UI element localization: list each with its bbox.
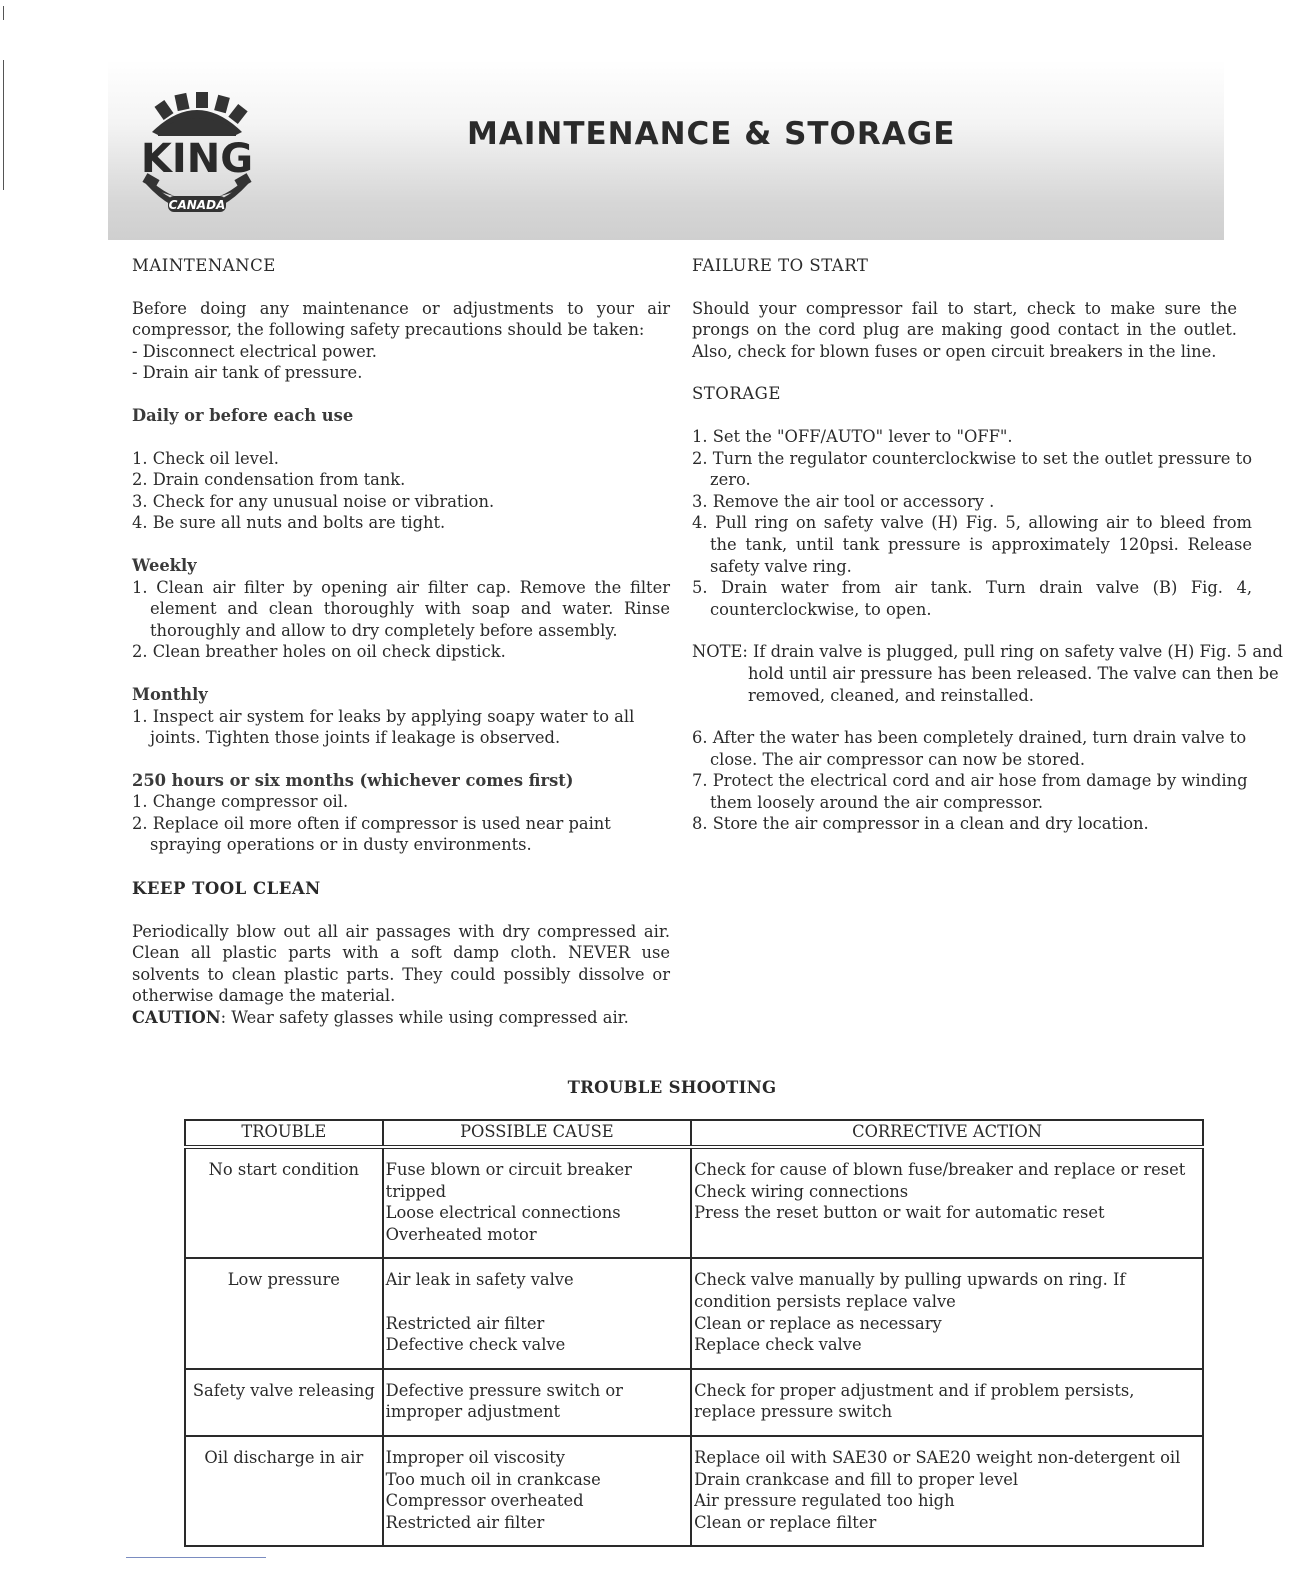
list-item: 1. Check oil level. (132, 448, 279, 468)
logo-king-text: KING (140, 136, 254, 182)
action-line: Drain crankcase and fill to proper level (694, 1469, 1019, 1489)
action-line: Replace check valve (694, 1335, 862, 1355)
list-item: 7. Protect the electrical cord and air hose from damage by winding them loosely around the air compressor. (692, 771, 1248, 812)
cause-line (386, 1291, 688, 1313)
trouble-cell: Low pressure (185, 1258, 383, 1368)
action-cell (691, 1369, 1203, 1436)
cause-cell (383, 1436, 691, 1546)
table-row (185, 1436, 1203, 1546)
troubleshooting-table (184, 1119, 1204, 1547)
trouble-cell: Safety valve releasing (185, 1369, 383, 1436)
cause-line: Improper oil viscosity (385, 1447, 565, 1467)
scan-mark (3, 6, 4, 20)
precaution-item: - Drain air tank of pressure. (132, 363, 363, 383)
storage-heading: STORAGE (692, 384, 781, 404)
table-row (185, 1369, 1203, 1436)
monthly-heading: Monthly (132, 684, 208, 704)
daily-list (132, 448, 670, 534)
table-header-row (185, 1120, 1203, 1147)
hours250-list (132, 791, 670, 856)
list-item: 8. Store the air compressor in a clean and dry location. (692, 814, 1149, 834)
precaution-item: - Disconnect electrical power. (132, 341, 377, 361)
troubleshooting-title: TROUBLE SHOOTING (567, 1078, 777, 1097)
action-cell (691, 1147, 1203, 1258)
failure-text: Should your compressor fail to start, check to make sure the prongs on the cord plug are making good contact in the outlet. Also, check for blown fuses or open circuit breakers in the line. (692, 298, 1237, 361)
action-line: Press the reset button or wait for automatic reset (694, 1203, 1105, 1223)
list-item: 1. Set the "OFF/AUTO" lever to "OFF". (692, 426, 1013, 446)
cause-line: Restricted air filter (385, 1313, 545, 1333)
king-canada-logo (138, 92, 256, 222)
cause-line: Fuse blown or circuit breaker tripped (385, 1160, 632, 1201)
list-item: 4. Pull ring on safety valve (H) Fig. 5, allowing air to bleed from the tank, until tank pressure is approximately 120psi. Release safety valve ring. (692, 513, 1252, 576)
caution-label: CAUTION (132, 1008, 221, 1028)
cause-cell (383, 1369, 691, 1436)
cause-line: Defective check valve (385, 1335, 566, 1355)
maintenance-heading: MAINTENANCE (132, 256, 276, 275)
footer-rule (126, 1557, 266, 1558)
cause-cell (383, 1258, 691, 1368)
trouble-cell: Oil discharge in air (185, 1436, 383, 1546)
monthly-list (132, 706, 670, 749)
action-line: Check valve manually by pulling upwards on ring. If condition persists replace valve (694, 1270, 1126, 1311)
cause-line: Overheated motor (385, 1224, 537, 1244)
list-item: 4. Be sure all nuts and bolts are tight. (132, 513, 446, 533)
scan-mark (3, 60, 4, 190)
hours250-heading: 250 hours or six months (whichever comes first) (132, 770, 574, 790)
action-cell (691, 1436, 1203, 1546)
cause-line: Too much oil in crankcase (385, 1469, 601, 1489)
failure-heading: FAILURE TO START (692, 256, 869, 275)
keep-clean-heading: KEEP TOOL CLEAN (132, 879, 321, 899)
trouble-cell: No start condition (185, 1147, 383, 1258)
column-header: TROUBLE (185, 1120, 383, 1147)
action-line: Clean or replace filter (694, 1512, 877, 1532)
storage-note: NOTE: If drain valve is plugged, pull ring on safety valve (H) Fig. 5 and hold until air pressure has been released. The valve can then be removed, cleaned, and reinstalled. (692, 642, 1283, 705)
list-item: 2. Turn the regulator counterclockwise to set the outlet pressure to zero. (692, 448, 1252, 490)
logo-canada-text: CANADA (168, 198, 226, 212)
action-line: Check for cause of blown fuse/breaker and replace or reset (694, 1160, 1186, 1179)
list-item: 6. After the water has been completely drained, turn drain valve to close. The air compressor can now be stored. (692, 728, 1247, 769)
daily-heading: Daily or before each use (132, 405, 354, 425)
cause-line: Loose electrical connections (385, 1203, 621, 1223)
column-header: POSSIBLE CAUSE (383, 1120, 691, 1147)
keep-clean-text: Periodically blow out all air passages with dry compressed air. Clean all plastic parts with a soft damp cloth. NEVER use solvents to clean plastic parts. They could possibly dissolve or otherwise damage the material. (132, 921, 670, 1006)
cause-cell (383, 1147, 691, 1258)
maintenance-intro: Before doing any maintenance or adjustments to your air compressor, the following safety precautions should be taken: (132, 298, 670, 340)
weekly-heading: Weekly (132, 555, 197, 575)
action-line: Air pressure regulated too high (694, 1491, 955, 1511)
caution-text: : Wear safety glasses while using compressed air. (220, 1008, 629, 1028)
list-item: 1. Change compressor oil. (132, 792, 349, 812)
action-cell (691, 1258, 1203, 1368)
list-item: 2. Replace oil more often if compressor is used near paint spraying operations or in dusty environments. (132, 813, 611, 855)
list-item: 2. Drain condensation from tank. (132, 470, 406, 490)
list-item: 5. Drain water from air tank. Turn drain valve (B) Fig. 4, counterclockwise, to open. (692, 578, 1252, 619)
table-row (185, 1147, 1203, 1258)
list-item: 3. Check for any unusual noise or vibration. (132, 491, 495, 511)
list-item: 1. Inspect air system for leaks by applying soapy water to all joints. Tighten those joints if leakage is observed. (132, 706, 635, 748)
page-title: MAINTENANCE & STORAGE (467, 116, 956, 152)
action-line: Clean or replace as necessary (694, 1313, 942, 1333)
column-header: CORRECTIVE ACTION (691, 1120, 1203, 1147)
cause-line: Restricted air filter (385, 1512, 545, 1532)
storage-steps-b (692, 727, 1252, 835)
weekly-list (132, 577, 670, 663)
cause-line: Compressor overheated (385, 1491, 584, 1511)
left-column (132, 255, 670, 1029)
cause-line: Defective pressure switch or improper adjustment (385, 1380, 623, 1422)
storage-steps-a (692, 426, 1252, 620)
list-item: 1. Clean air filter by opening air filter cap. Remove the filter element and clean thoroughly with soap and water. Rinse thoroughly and allow to dry completely before assembly. (132, 577, 670, 640)
caution-line (132, 1007, 670, 1029)
list-item: 2. Clean breather holes on oil check dipstick. (132, 642, 506, 662)
list-item: 3. Remove the air tool or accessory . (692, 491, 995, 511)
action-line: Replace oil with SAE30 or SAE20 weight non-detergent oil (694, 1447, 1181, 1467)
table-row (185, 1258, 1203, 1368)
action-line: Check wiring connections (694, 1181, 909, 1201)
right-column (692, 255, 1283, 835)
action-line: Check for proper adjustment and if problem persists, replace pressure switch (694, 1380, 1135, 1422)
cause-line: Air leak in safety valve (385, 1270, 574, 1290)
